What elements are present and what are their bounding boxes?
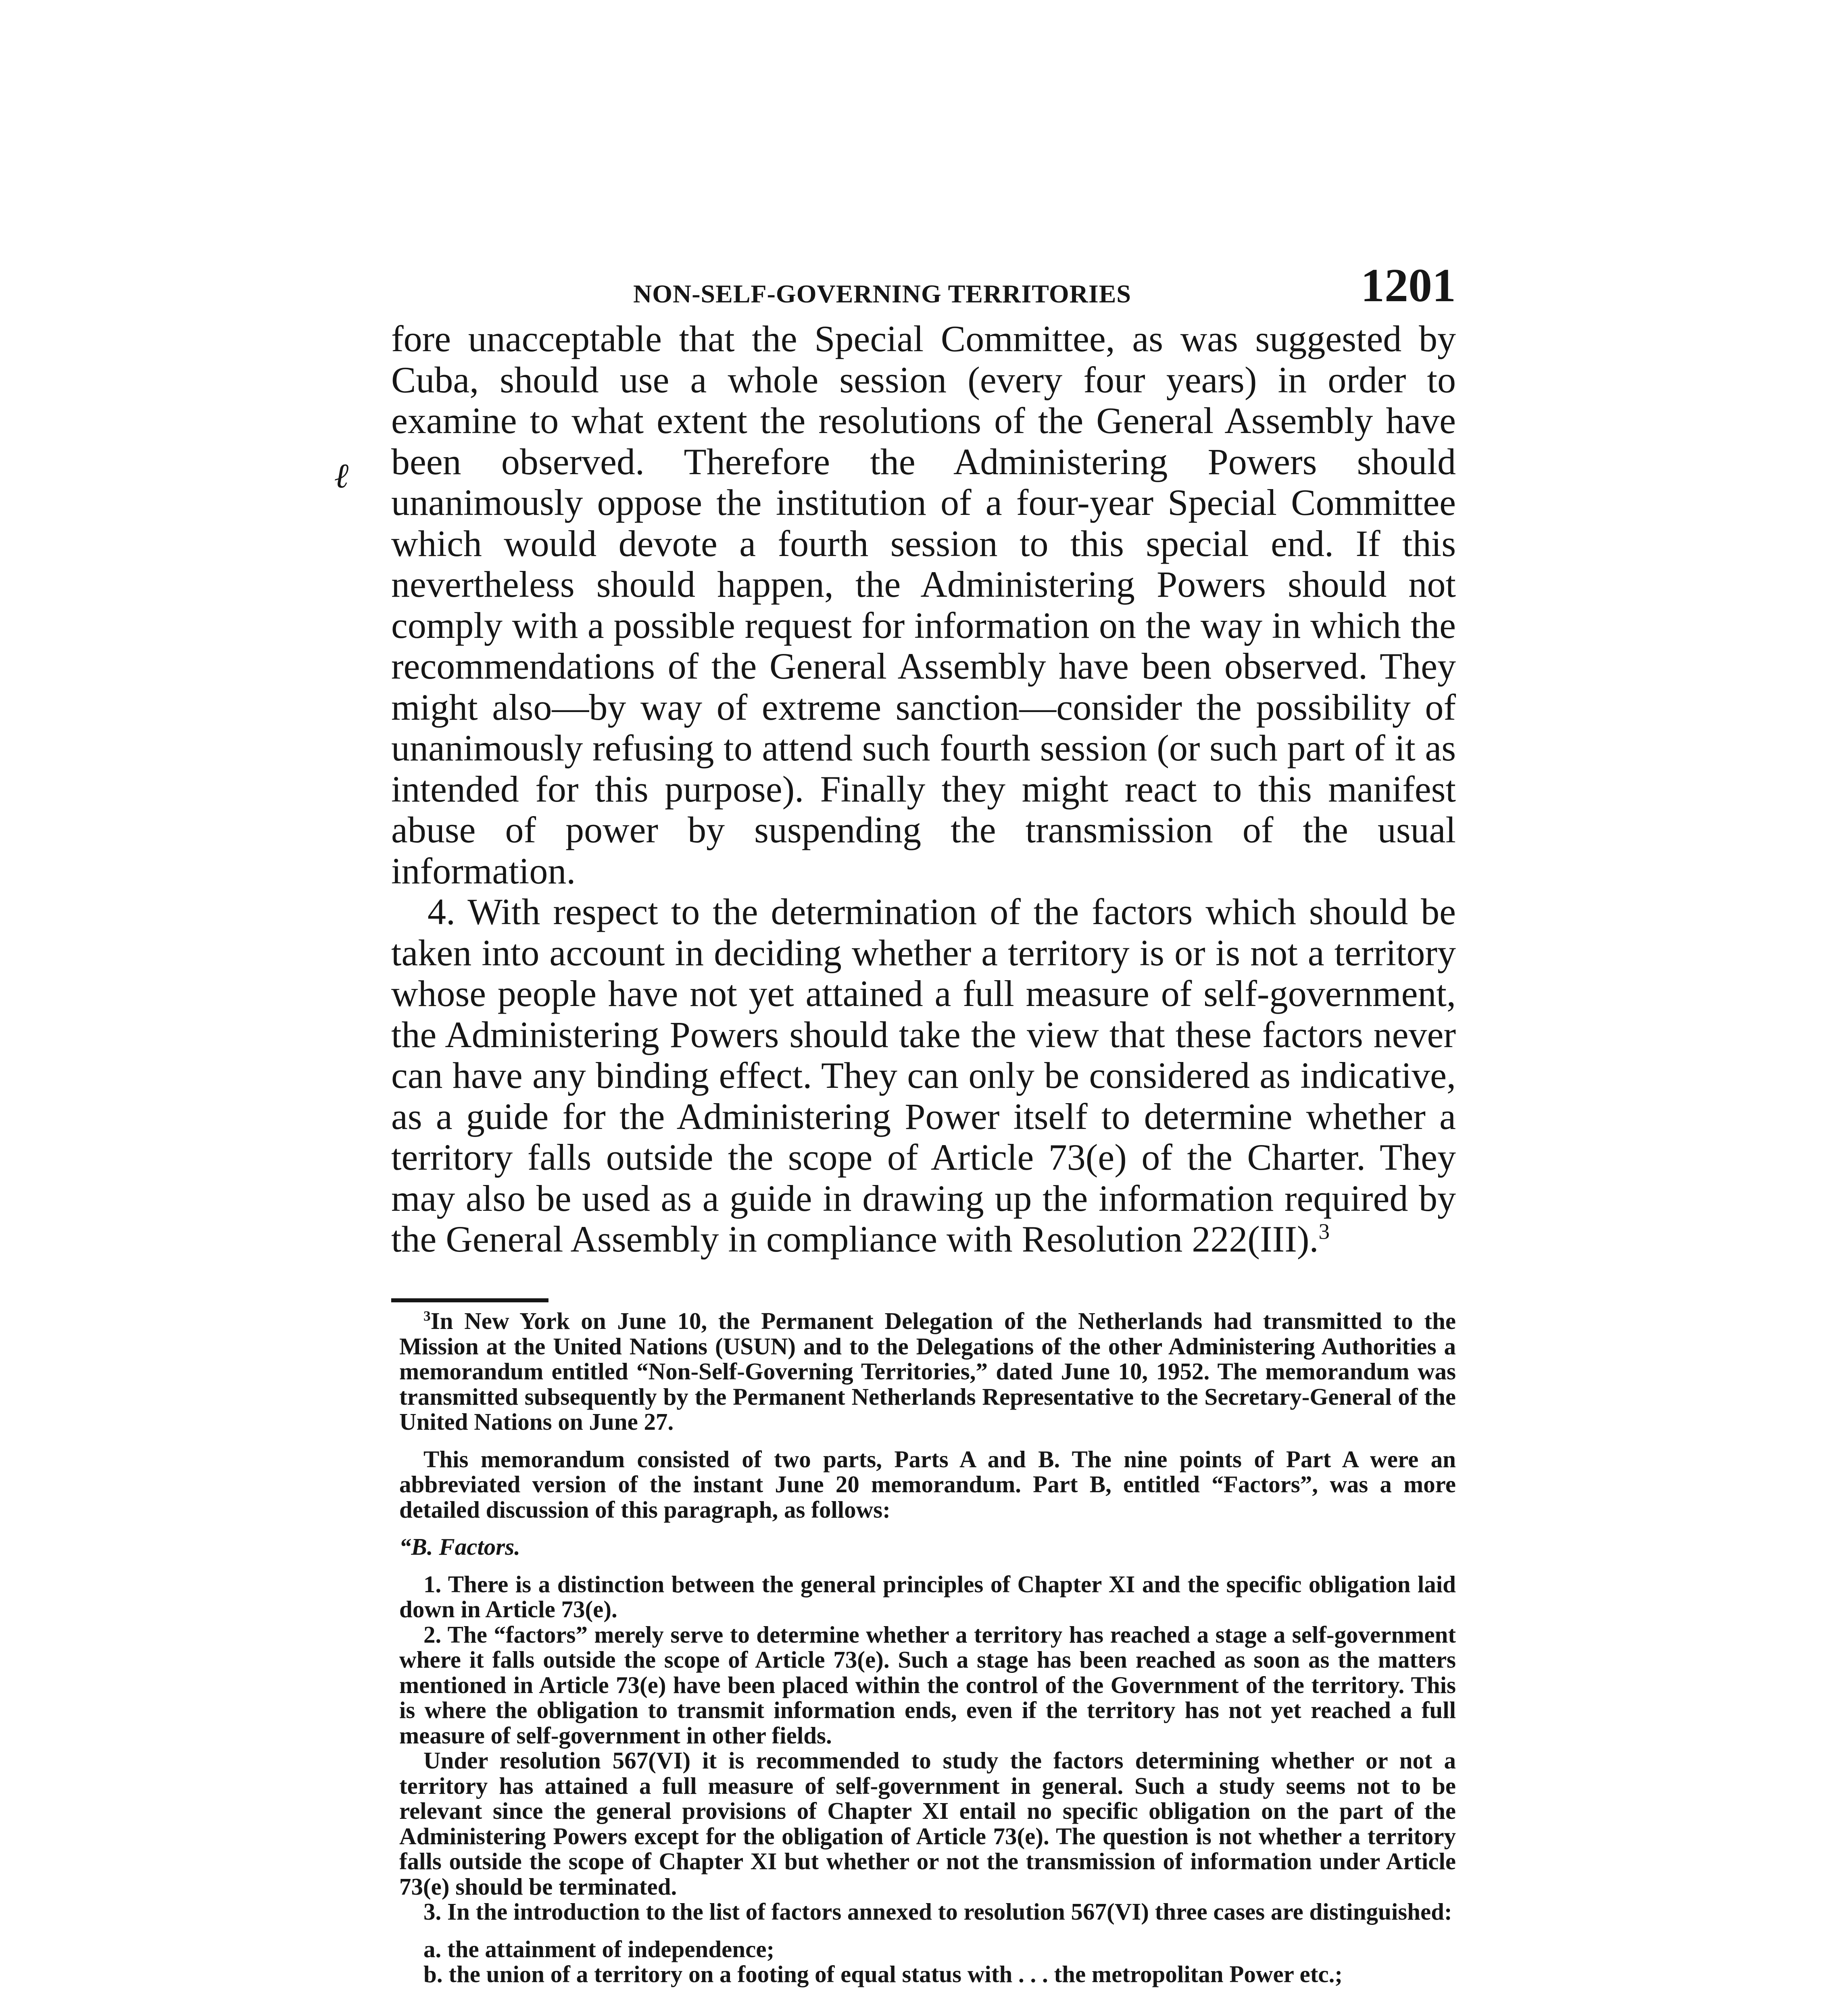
footnote-heading: “B. Factors. bbox=[399, 1533, 520, 1560]
footnote-paragraph-1 bbox=[399, 1308, 1456, 1435]
footnote-paragraph-2: This memorandum consisted of two parts, Parts A and B. The nine points of Part A were an abbreviated version of the instant June 20 memorandum. Part B, entitled “Factors”, was a more detailed discussion of this paragraph, as follows: bbox=[399, 1445, 1456, 1523]
body-paragraph-2-text: 4. With respect to the determination of the factors which should be taken into account in deciding whether a territory is or is not a territory whose people have not yet attained a full measure of self-government, the Administering Powers should take the view that these factors never can have any binding effect. They can only be considered as indicative, as a guide for the Administering Power itself to determine whether a territory falls outside the scope of Article 73(e) of the Charter. They may also be used as a guide in drawing up the information required by the General Assembly in compliance with Resolution 222(III). bbox=[391, 891, 1456, 1260]
margin-annotation: ℓ bbox=[335, 456, 350, 495]
footnote-paragraph-6: 3. In the introduction to the list of factors annexed to resolution 567(VI) three cases are distinguished: bbox=[423, 1898, 1452, 1925]
footnote-divider bbox=[391, 1298, 548, 1302]
footnote-paragraph-7: a. the attainment of independence; bbox=[423, 1935, 775, 1962]
page-number: 1201 bbox=[1361, 259, 1456, 312]
main-text bbox=[391, 319, 1456, 1260]
body-paragraph-2 bbox=[391, 891, 1456, 1260]
footnote-marker: 3 bbox=[423, 1308, 431, 1324]
footnote-paragraph-5: Under resolution 567(VI) it is recommended to study the factors determining whether or not a territory has attained a full measure of self-government in general. Such a study seems not to be relevant since the general provisions of Chapter XI entail no specific obligation on the part of the Administering Powers except for the obligation of Article 73(e). The question is not whether a territory falls outside the scope of Chapter XI but whether or not the transmission of information under Article 73(e) should be terminated. bbox=[399, 1747, 1456, 1900]
footnote-reference: 3 bbox=[1318, 1219, 1330, 1244]
footnote-paragraph-3: 1. There is a distinction between the general principles of Chapter XI and the specific obligation laid down in Article 73(e). bbox=[399, 1570, 1456, 1622]
footnote-paragraph-1-text: In New York on June 10, the Permanent Delegation of the Netherlands had transmitted to the Mission at the United Nations (USUN) and to the Delegations of the other Administering Authorities a memorandum entitled “Non-Self-Governing Territories,” dated June 10, 1952. The memorandum was transmitted subsequently by the Permanent Netherlands Representative to the Secretary-General of the United Nations on June 27. bbox=[399, 1308, 1456, 1435]
footnote-paragraph-4: 2. The “factors” merely serve to determine whether a territory has reached a stage a self-government where it falls outside the scope of Article 73(e). Such a stage has been reached as soon as the matters mentioned in Article 73(e) have been placed within the control of the Government of the territory. This is where the obligation to transmit information ends, even if the territory has not yet reached a full measure of self-government in other fields. bbox=[399, 1621, 1456, 1749]
footnotes bbox=[399, 1308, 1456, 1987]
running-head: NON-SELF-GOVERNING TERRITORIES bbox=[633, 279, 1131, 308]
body-paragraph-1: fore unacceptable that the Special Committee, as was suggested by Cuba, should use a whole session (every four years) in order to examine to what extent the resolutions of the General Assembly have been observed. Therefore the Administering Powers should unanimously oppose the institution of a four-year Special Committee which would devote a fourth session to this special end. If this nevertheless should happen, the Administering Powers should not comply with a possible request for information on the way in which the recommendations of the General Assembly have been observed. They might also—by way of extreme sanction—consider the possibility of unanimously refusing to attend such fourth session (or such part of it as intended for this purpose). Finally they might react to this manifest abuse of power by suspending the transmission of the usual information. bbox=[391, 318, 1456, 891]
footnote-paragraph-8: b. the union of a territory on a footing of equal status with . . . the metropolitan Power etc.; bbox=[423, 1961, 1343, 1987]
page-header bbox=[391, 258, 1456, 314]
